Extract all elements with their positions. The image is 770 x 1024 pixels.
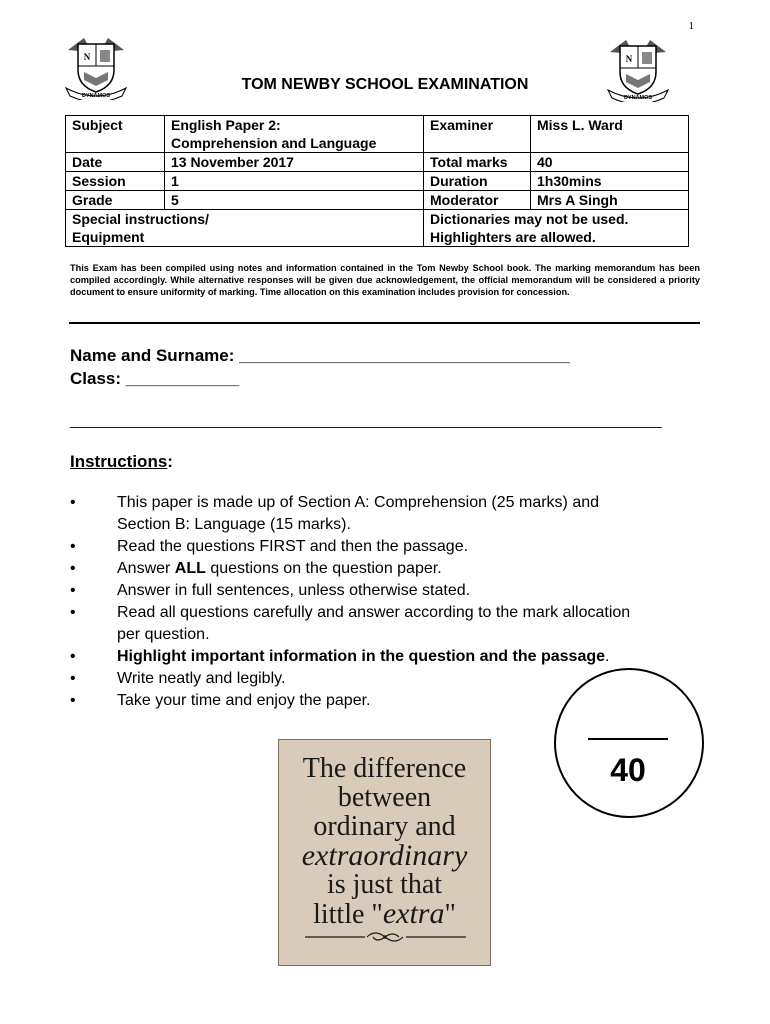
quote-image <box>278 739 491 966</box>
quote-line: The difference <box>302 753 467 784</box>
bullet-icon: • <box>70 692 76 709</box>
list-item <box>70 492 710 536</box>
instruction-emphasis: ALL <box>174 560 206 577</box>
moderator-label: Moderator <box>424 191 531 210</box>
instruction-text: Take your time and enjoy the paper. <box>117 692 371 709</box>
duration-value: 1h30mins <box>531 172 689 191</box>
instruction-text: per question. <box>117 626 210 643</box>
list-item <box>70 536 710 558</box>
bullet-icon: • <box>70 494 76 511</box>
bullet-icon: • <box>70 582 76 599</box>
instruction-text: questions on the question paper. <box>205 560 442 577</box>
session-label: Session <box>66 172 165 191</box>
svg-text:N: N <box>625 54 633 64</box>
disclaimer-text: This Exam has been compiled using notes and information contained in the Tom Newby School book. The marking memorandum has been compiled accordingly. While alternative responses will be given due acknowledgement, the official memorandum will be considered a priority document to ensure uniformity of marking. Time allocation on this examination includes provision for concession. <box>70 263 700 297</box>
instruction-text: Write neatly and legibly. <box>117 670 286 687</box>
quote-line: is just that <box>326 869 443 900</box>
special-label-line1: Special instructions/ <box>72 211 209 227</box>
special-instructions-label <box>66 210 424 247</box>
list-item <box>70 602 710 646</box>
special-value-line2: Highlighters are allowed. <box>430 229 596 245</box>
date-label: Date <box>66 153 165 172</box>
subject-value-line2: Comprehension and Language <box>171 135 377 151</box>
exam-title: TOM NEWBY SCHOOL EXAMINATION <box>241 76 529 93</box>
quote-text: little " <box>313 899 383 930</box>
score-total: 40 <box>610 752 646 788</box>
bullet-icon: • <box>70 604 76 621</box>
total-marks-label: Total marks <box>424 153 531 172</box>
instruction-text: This paper is made up of Section A: Comprehension (25 marks) and <box>117 494 600 511</box>
subject-value <box>165 116 424 153</box>
bullet-icon: • <box>70 648 76 665</box>
score-circle <box>554 668 704 818</box>
instruction-text: Read all questions carefully and answer according to the mark allocation <box>117 604 631 621</box>
session-value: 1 <box>165 172 424 191</box>
instruction-emphasis: Highlight important information in the question and the passage <box>117 648 606 665</box>
instruction-text: . <box>605 648 610 665</box>
instruction-text: Section B: Language (15 marks). <box>117 516 351 533</box>
exam-details-table <box>65 115 689 247</box>
list-item <box>70 580 710 602</box>
grade-value: 5 <box>165 191 424 210</box>
svg-text:DYNAMOS: DYNAMOS <box>623 95 653 101</box>
bullet-icon: • <box>70 560 76 577</box>
instructions-heading-text: Instructions <box>70 452 168 471</box>
divider-rule <box>69 322 700 324</box>
score-entry-line[interactable] <box>588 738 668 740</box>
date-value: 13 November 2017 <box>165 153 424 172</box>
special-label-line2: Equipment <box>72 229 145 245</box>
quote-line: ordinary and <box>313 811 456 842</box>
special-value-line1: Dictionaries may not be used. <box>430 211 629 227</box>
grade-label: Grade <box>66 191 165 210</box>
instruction-text: Read the questions FIRST and then the passage. <box>117 538 469 555</box>
instructions-heading <box>70 452 173 472</box>
instructions-heading-colon: : <box>167 452 173 471</box>
subject-label: Subject <box>66 116 165 153</box>
quote-text: " <box>444 899 456 930</box>
examiner-label: Examiner <box>424 116 531 153</box>
quote-line: between <box>337 782 432 813</box>
special-instructions-value <box>424 210 689 247</box>
quote-text: extra <box>382 897 445 930</box>
flourish-divider-icon <box>303 929 468 945</box>
duration-label: Duration <box>424 172 531 191</box>
name-and-surname-field[interactable]: Name and Surname: ___________________________________ <box>70 346 571 365</box>
list-item <box>70 558 710 580</box>
instruction-text: Answer in full sentences, unless otherwise stated. <box>117 582 471 599</box>
quote-line: extraordinary <box>301 839 468 872</box>
examiner-value: Miss L. Ward <box>531 116 689 153</box>
blank-answer-line: ____________________________________________________________________________ <box>70 412 662 428</box>
instruction-text: Answer <box>117 560 175 577</box>
list-item <box>70 646 710 668</box>
svg-text:DYNAMOS: DYNAMOS <box>81 93 111 99</box>
subject-value-line1: English Paper 2: <box>171 117 281 133</box>
page-number: 1 <box>688 20 694 32</box>
quote-line <box>279 899 490 929</box>
bullet-icon: • <box>70 670 76 687</box>
total-marks-value: 40 <box>531 153 689 172</box>
moderator-value: Mrs A Singh <box>531 191 689 210</box>
bullet-icon: • <box>70 538 76 555</box>
svg-text:N: N <box>83 52 91 62</box>
class-field[interactable]: Class: ____________ <box>70 369 240 388</box>
